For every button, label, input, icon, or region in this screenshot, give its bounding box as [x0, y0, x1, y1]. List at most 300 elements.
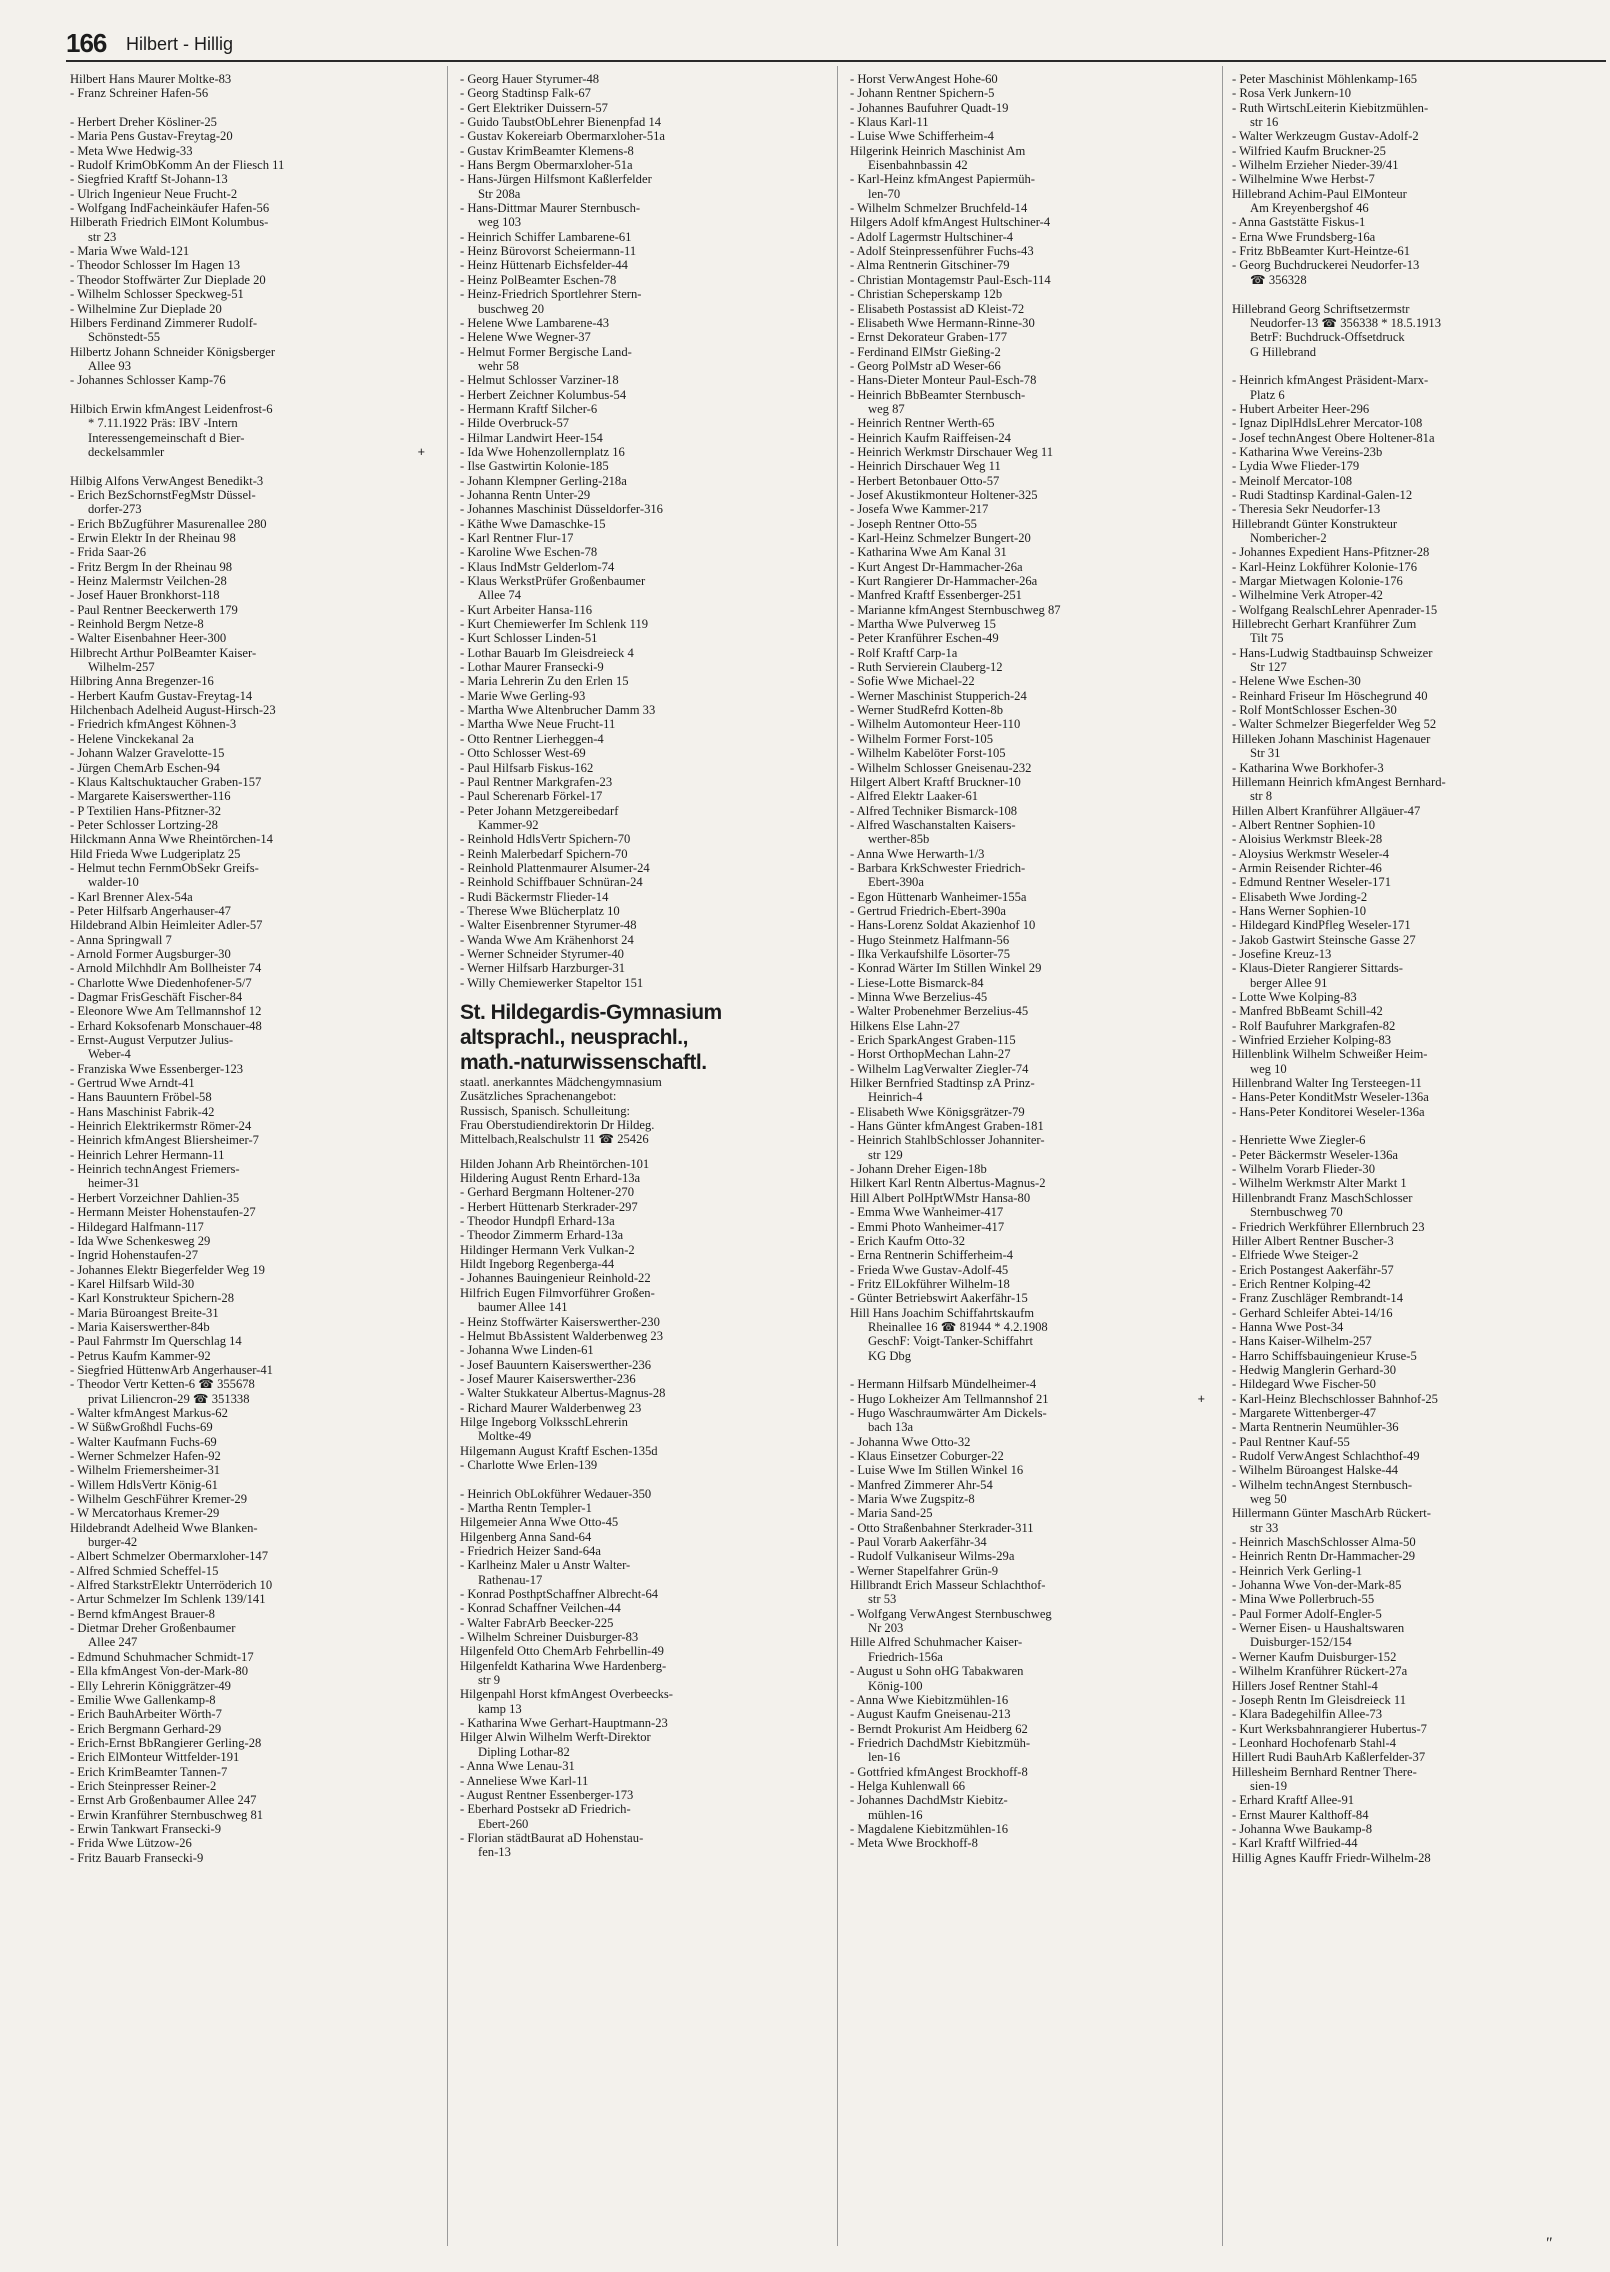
entry-line: - Reinhold HdlsVertr Spichern-70 — [460, 832, 631, 847]
directory-entry — [70, 1793, 425, 1807]
directory-entry — [460, 531, 815, 545]
directory-entry — [1232, 431, 1587, 445]
entry-line: - Lothar Bauarb Im Gleisdreieck 4 — [460, 645, 634, 660]
entry-line: - Heinrich Lehrer Hermann-11 — [70, 1147, 225, 1162]
entry-line: Hilkens Else Lahn-27 — [850, 1018, 960, 1033]
directory-entry — [70, 215, 425, 244]
entry-line: - Karel Hilfsarb Wild-30 — [70, 1276, 195, 1291]
directory-entry — [1232, 1679, 1587, 1693]
entry-continuation: sien-19 — [1250, 1778, 1288, 1793]
entry-continuation: Rathenau-17 — [478, 1572, 543, 1587]
entry-line: - Harro Schiffsbauingenieur Kruse-5 — [1232, 1348, 1417, 1363]
entry-line: Hild Frieda Wwe Ludgeriplatz 25 — [70, 846, 241, 861]
directory-entry — [460, 603, 815, 617]
entry-line: - Herbert Dreher Kösliner-25 — [70, 115, 217, 130]
entry-line: - Wilhelm Büroangest Halske-44 — [1232, 1463, 1399, 1478]
directory-entry — [460, 287, 815, 316]
directory-entry — [1232, 1047, 1587, 1076]
directory-entry — [1232, 1392, 1587, 1406]
entry-continuation: weg 87 — [868, 401, 905, 416]
entry-line: - Gerhard Schleifer Abtei-14/16 — [1232, 1305, 1393, 1320]
directory-entry — [460, 488, 815, 502]
entry-line: - Karl Rentner Flur-17 — [460, 531, 574, 545]
entry-line: - Rudi Bäckermstr Flieder-14 — [460, 889, 609, 904]
entry-line: Hilgenpahl Horst kfmAngest Overbeecks- — [460, 1687, 673, 1702]
directory-entry — [850, 1549, 1205, 1563]
entry-line: - Hans Maschinist Fabrik-42 — [70, 1104, 215, 1119]
directory-entry — [850, 976, 1205, 990]
entry-line: - Barbara KrkSchwester Friedrich- — [850, 860, 1026, 875]
directory-entry — [1232, 158, 1587, 172]
directory-entry — [850, 1119, 1205, 1133]
entry-line: Hillermann Günter MaschArb Rückert- — [1232, 1506, 1431, 1521]
directory-entry — [1232, 416, 1587, 430]
directory-entry — [460, 517, 815, 531]
entry-continuation: Tilt 75 — [1250, 631, 1284, 646]
entry-line: Hilbers Ferdinand Zimmerer Rudolf- — [70, 315, 258, 330]
directory-entry — [1232, 1664, 1587, 1678]
directory-entry — [460, 1774, 815, 1788]
directory-entry — [460, 345, 815, 374]
directory-entry — [1232, 761, 1587, 775]
entry-line: - Erich BbZugführer Masurenallee 280 — [70, 516, 267, 531]
entry-line: - Josef Hauer Bronkhorst-118 — [70, 588, 220, 603]
directory-entry — [70, 761, 425, 775]
entry-line: - Günter Betriebswirt Aakerfähr-15 — [850, 1291, 1028, 1306]
entry-line: - Rosa Verk Junkern-10 — [1232, 86, 1352, 101]
entry-line: - Helene Vinckekanal 2a — [70, 731, 194, 746]
directory-entry — [70, 1349, 425, 1363]
ad-heading-line: math.-naturwissenschaftl. — [460, 1051, 707, 1074]
plus-mark: + — [1197, 1391, 1205, 1406]
entry-line: - Gertrud Wwe Arndt-41 — [70, 1076, 195, 1091]
directory-entry — [1232, 1607, 1587, 1621]
entry-continuation: str 33 — [1250, 1520, 1279, 1535]
directory-entry — [850, 818, 1205, 847]
entry-line: - Emilie Wwe Gallenkamp-8 — [70, 1692, 216, 1707]
entry-line: - Konrad Wärter Im Stillen Winkel 29 — [850, 961, 1042, 976]
entry-line: - Walter FabrArb Beecker-225 — [460, 1615, 614, 1630]
entry-continuation: KG Dbg — [868, 1348, 912, 1363]
directory-entry — [70, 703, 425, 717]
directory-entry — [1232, 373, 1587, 402]
entry-line: - Ignaz DiplHdlsLehrer Mercator-108 — [1232, 416, 1423, 431]
directory-entry — [850, 1779, 1205, 1793]
entry-line: - Winfried Erzieher Kolping-83 — [1232, 1033, 1392, 1048]
entry-line: - Hans Bergm Obermarxloher-51a — [460, 158, 633, 173]
entry-continuation: heimer-31 — [88, 1176, 140, 1191]
entry-line: - Ernst-August Verputzer Julius- — [70, 1033, 234, 1048]
directory-entry — [70, 373, 425, 387]
entry-line: - Theodor Vertr Ketten-6 ☎ 355678 — [70, 1377, 255, 1392]
entry-line: - Erhard Koksofenarb Monschauer-48 — [70, 1018, 262, 1033]
directory-entry — [1232, 689, 1587, 703]
directory-entry — [460, 617, 815, 631]
entry-line: - Peter Bäckermstr Weseler-136a — [1232, 1147, 1398, 1162]
directory-entry — [1232, 1277, 1587, 1291]
entry-line: - Hans Bauuntern Fröbel-58 — [70, 1090, 212, 1105]
entry-line: - Gertrud Friedrich-Ebert-390a — [850, 903, 1006, 918]
directory-entry — [850, 1392, 1205, 1406]
directory-entry — [70, 1148, 425, 1162]
entry-line: - Wilhelmine Verk Atroper-42 — [1232, 588, 1383, 603]
entry-line: - Gustav Kokereiarb Obermarxloher-51a — [460, 129, 666, 144]
directory-entry — [460, 1687, 815, 1716]
directory-entry — [1232, 1349, 1587, 1363]
directory-entry — [460, 388, 815, 402]
directory-entry — [1232, 474, 1587, 488]
entry-line: Hillebrand Georg Schriftsetzermstr — [1232, 301, 1410, 316]
entry-line: - Katharina Wwe Gerhart-Hauptmann-23 — [460, 1716, 668, 1731]
entry-continuation: str 53 — [868, 1592, 897, 1607]
directory-entry — [850, 1162, 1205, 1176]
column-divider — [837, 66, 838, 2246]
entry-line: Hilgemeier Anna Wwe Otto-45 — [460, 1515, 619, 1530]
directory-entry — [1232, 101, 1587, 130]
directory-entry — [70, 617, 425, 631]
entry-line: Hilbich Erwin kfmAngest Leidenfrost-6 — [70, 401, 273, 416]
directory-entry — [70, 918, 425, 932]
directory-entry — [460, 129, 815, 143]
directory-entry — [70, 474, 425, 488]
directory-entry — [70, 574, 425, 588]
directory-entry — [850, 345, 1205, 359]
directory-entry — [70, 1836, 425, 1850]
entry-line: - Ingrid Hohenstaufen-27 — [70, 1248, 198, 1263]
directory-entry — [1232, 144, 1587, 158]
directory-entry — [70, 1334, 425, 1348]
directory-entry — [1232, 775, 1587, 804]
entry-line: - Jakob Gastwirt Steinsche Gasse 27 — [1232, 932, 1416, 947]
directory-entry — [460, 1759, 815, 1773]
directory-entry — [1232, 1506, 1587, 1535]
entry-line: - Anna Wwe Lenau-31 — [460, 1759, 575, 1774]
entry-line: - Heinrich kfmAngest Bliersheimer-7 — [70, 1133, 259, 1148]
directory-entry — [70, 933, 425, 947]
directory-entry — [850, 517, 1205, 531]
directory-entry — [1232, 287, 1587, 301]
entry-line: - Josefa Wwe Kammer-217 — [850, 502, 989, 517]
directory-entry — [1232, 302, 1587, 359]
entry-line: - Joseph Rentn Im Gleisdreieck 11 — [1232, 1692, 1407, 1707]
entry-continuation: mühlen-16 — [868, 1807, 923, 1822]
entry-line: Hilchenbach Adelheid August-Hirsch-23 — [70, 703, 276, 718]
entry-line: - Heinrich Werkmstr Dirschauer Weg 11 — [850, 444, 1054, 459]
entry-continuation: Heinrich-4 — [868, 1090, 923, 1105]
entry-line: Hillenbrand Walter Ing Tersteegen-11 — [1232, 1076, 1422, 1091]
directory-entry — [1232, 961, 1587, 990]
entry-continuation: G Hillebrand — [1250, 344, 1317, 359]
entry-line: - Adolf Lagermstr Hultschiner-4 — [850, 229, 1014, 244]
entry-line: - Margar Mietwagen Kolonie-176 — [1232, 574, 1403, 589]
directory-entry — [70, 1363, 425, 1377]
directory-entry — [460, 459, 815, 473]
directory-entry — [850, 703, 1205, 717]
entry-line: - Walter Eisenbahner Heer-300 — [70, 631, 227, 646]
entry-line: - Erich BezSchornstFegMstr Düssel- — [70, 487, 256, 502]
entry-line: - Emmi Photo Wanheimer-417 — [850, 1219, 1005, 1234]
entry-line: - Rolf Baufuhrer Markgrafen-82 — [1232, 1018, 1396, 1033]
entry-line: - Martha Wwe Pulverweg 15 — [850, 617, 996, 632]
entry-line: - Therese Wwe Blücherplatz 10 — [460, 903, 620, 918]
entry-line: Hill Albert PolHptWMstr Hansa-80 — [850, 1190, 1031, 1205]
entry-line: - Dietmar Dreher Großenbaumer — [70, 1621, 236, 1636]
entry-line: - Kurt Schlosser Linden-51 — [460, 631, 598, 646]
entry-line: Hill Hans Joachim Schiffahrtskaufm — [850, 1305, 1035, 1320]
entry-line: - Hermann Meister Hohenstaufen-27 — [70, 1205, 256, 1220]
directory-entry — [70, 646, 425, 675]
entry-line: - Heinz Stoffwärter Kaiserswerther-230 — [460, 1314, 660, 1329]
directory-entry — [460, 703, 815, 717]
entry-line: - Richard Maurer Walderbenweg 23 — [460, 1400, 642, 1415]
directory-entry — [70, 1133, 425, 1147]
entry-line: - Helmut Schlosser Varziner-18 — [460, 373, 619, 388]
entry-line: - Klaus Einsetzer Coburger-22 — [850, 1449, 1004, 1463]
entry-line: - Klaus-Dieter Rangierer Sittards- — [1232, 961, 1404, 976]
entry-line: - Peter Schlosser Lortzing-28 — [70, 817, 218, 832]
entry-line: - Frida Wwe Lützow-26 — [70, 1836, 192, 1851]
directory-entry — [70, 818, 425, 832]
entry-continuation: burger-42 — [88, 1535, 138, 1550]
entry-line: - P Textilien Hans-Pfitzner-32 — [70, 803, 222, 818]
directory-entry — [460, 918, 815, 932]
entry-line: Hilckmann Anna Wwe Rheintörchen-14 — [70, 832, 273, 847]
entry-line: - Johann Klempner Gerling-218a — [460, 473, 627, 488]
directory-entry — [850, 1836, 1205, 1850]
entry-line: - Hugo Waschraumwärter Am Dickels- — [850, 1405, 1047, 1420]
directory-entry — [460, 875, 815, 889]
directory-column-1 — [70, 72, 425, 1865]
directory-entry — [1232, 359, 1587, 373]
directory-entry — [70, 732, 425, 746]
directory-entry — [1232, 459, 1587, 473]
directory-entry — [460, 847, 815, 861]
directory-entry — [850, 359, 1205, 373]
directory-entry — [460, 258, 815, 272]
entry-line: - Marianne kfmAngest Sternbuschweg 87 — [850, 602, 1061, 617]
entry-line: Hilberath Friedrich ElMont Kolumbus- — [70, 215, 269, 230]
entry-line: - Armin Reisender Richter-46 — [1232, 860, 1382, 875]
entry-continuation: Allee 74 — [478, 588, 522, 603]
directory-entry — [850, 1220, 1205, 1234]
entry-line — [70, 459, 425, 473]
directory-entry — [850, 502, 1205, 516]
directory-entry — [850, 1736, 1205, 1765]
entry-line: - Hans-Dieter Monteur Paul-Esch-78 — [850, 373, 1037, 388]
directory-entry — [460, 1271, 815, 1285]
entry-line: - Erich KrimBeamter Tannen-7 — [70, 1764, 228, 1779]
entry-continuation: buschweg 20 — [478, 301, 545, 316]
entry-line: - Reinhold Plattenmaurer Alsumer-24 — [460, 860, 650, 875]
directory-entry — [850, 1765, 1205, 1779]
entry-line: - Katharina Wwe Borkhofer-3 — [1232, 760, 1384, 775]
directory-entry — [70, 904, 425, 918]
entry-line: - Manfred Zimmerer Ahr-54 — [850, 1477, 993, 1492]
entry-continuation: Duisburger-152/154 — [1250, 1635, 1352, 1650]
directory-entry — [460, 1200, 815, 1214]
directory-entry — [850, 947, 1205, 961]
entry-line: - Hans-Ludwig Stadtbauinsp Schweizer — [1232, 645, 1433, 660]
directory-entry — [850, 775, 1205, 789]
entry-line: - Marie Wwe Gerling-93 — [460, 688, 586, 703]
entry-line: Hillenbrandt Franz MaschSchlosser — [1232, 1190, 1413, 1205]
entry-line: - Helmut techn FernmObSekr Greifs- — [70, 860, 259, 875]
entry-line: Hillers Josef Rentner Stahl-4 — [1232, 1678, 1378, 1693]
directory-entry — [460, 1343, 815, 1357]
directory-entry — [850, 574, 1205, 588]
entry-line: - Heinrich StahlbSchlosser Johanniter- — [850, 1133, 1045, 1148]
entry-line: - Wilhelm GeschFührer Kremer-29 — [70, 1492, 248, 1507]
directory-entry — [70, 1478, 425, 1492]
directory-entry — [1232, 1549, 1587, 1563]
ad-text-line: Zusätzliches Sprachenangebot: — [460, 1089, 617, 1104]
directory-entry — [460, 689, 815, 703]
directory-entry — [850, 1664, 1205, 1693]
entry-line: - Georg Buchdruckerei Neudorfer-13 — [1232, 258, 1420, 273]
entry-line: - Margarete Kaiserswerther-116 — [70, 789, 231, 804]
entry-continuation: str 16 — [1250, 115, 1279, 130]
directory-entry — [1232, 646, 1587, 675]
entry-line: - Rudi Stadtinsp Kardinal-Galen-12 — [1232, 487, 1413, 502]
directory-entry — [1232, 1377, 1587, 1391]
directory-entry — [1232, 230, 1587, 244]
directory-entry — [850, 172, 1205, 201]
entry-line — [460, 1472, 815, 1486]
entry-line: - Anna Wwe Herwarth-1/3 — [850, 846, 985, 861]
entry-line: - Katharina Wwe Vereins-23b — [1232, 444, 1383, 459]
directory-entry — [460, 789, 815, 803]
directory-entry — [1232, 1722, 1587, 1736]
directory-entry — [460, 1730, 815, 1759]
entry-line: - Heinz-Friedrich Sportlehrer Stern- — [460, 287, 642, 302]
entry-continuation: Moltke-49 — [478, 1429, 532, 1444]
entry-line: - Rolf MontSchlosser Eschen-30 — [1232, 703, 1397, 718]
directory-entry — [460, 158, 815, 172]
directory-entry — [460, 976, 815, 990]
directory-entry — [70, 1750, 425, 1764]
entry-line: - Martha Rentn Templer-1 — [460, 1500, 592, 1515]
entry-line: - Helga Kuhlenwall 66 — [850, 1778, 966, 1793]
directory-entry — [1232, 1334, 1587, 1348]
entry-line: - Wolfgang VerwAngest Sternbuschweg — [850, 1606, 1052, 1621]
directory-entry — [460, 1458, 815, 1472]
entry-line: - Erich Kaufm Otto-32 — [850, 1233, 966, 1248]
entry-line: - Erich Postangest Aakerfähr-57 — [1232, 1262, 1394, 1277]
entry-line: - Ruth WirtschLeiterin Kiebitzmühlen- — [1232, 100, 1429, 115]
directory-entry — [460, 1372, 815, 1386]
directory-entry — [1232, 488, 1587, 502]
directory-entry — [70, 517, 425, 531]
directory-entry — [850, 1822, 1205, 1836]
entry-line: Hillenblink Wilhelm Schweißer Heim- — [1232, 1047, 1428, 1062]
entry-line: Hillen Albert Kranführer Allgäuer-47 — [1232, 803, 1421, 818]
entry-continuation: len-70 — [868, 186, 901, 201]
directory-entry — [1232, 990, 1587, 1004]
entry-line: - Erich SparkAngest Graben-115 — [850, 1033, 1016, 1048]
directory-entry — [1232, 1693, 1587, 1707]
entry-line: - Ernst Arb Großenbaumer Allee 247 — [70, 1793, 257, 1808]
directory-entry — [460, 244, 815, 258]
entry-line: - Theodor Zimmerm Erhard-13a — [460, 1228, 624, 1243]
directory-entry — [1232, 1836, 1587, 1850]
entry-line: - Henriette Wwe Ziegler-6 — [1232, 1133, 1366, 1148]
directory-entry — [70, 115, 425, 129]
entry-line: - Heinrich Rentn Dr-Hammacher-29 — [1232, 1549, 1416, 1564]
directory-entry — [1232, 1578, 1587, 1592]
entry-line: Hilgers Adolf kfmAngest Hultschiner-4 — [850, 215, 1051, 230]
entry-continuation: Dipling Lothar-82 — [478, 1744, 570, 1759]
directory-entry — [1232, 517, 1587, 546]
entry-continuation: str 23 — [88, 229, 117, 244]
entry-line: Hillebrandt Günter Konstrukteur — [1232, 516, 1398, 531]
directory-entry — [850, 230, 1205, 244]
directory-entry — [850, 717, 1205, 731]
directory-entry — [1232, 1248, 1587, 1262]
directory-entry — [1232, 1119, 1587, 1133]
directory-entry — [850, 388, 1205, 417]
entry-line: - Helene Wwe Eschen-30 — [1232, 674, 1361, 689]
entry-line: - Heinrich kfmAngest Präsident-Marx- — [1232, 373, 1429, 388]
corner-mark: " — [1545, 2235, 1552, 2252]
directory-entry — [1232, 890, 1587, 904]
entry-line: - Erwin Tankwart Fransecki-9 — [70, 1821, 222, 1836]
directory-entry — [850, 1722, 1205, 1736]
entry-line: - Liese-Lotte Bismarck-84 — [850, 975, 984, 990]
directory-entry — [850, 201, 1205, 215]
entry-line: - Artur Schmelzer Im Schlenk 139/141 — [70, 1592, 266, 1607]
entry-continuation: str 129 — [868, 1147, 903, 1162]
directory-entry — [850, 588, 1205, 602]
directory-entry — [1232, 1808, 1587, 1822]
directory-entry — [1232, 588, 1587, 602]
directory-entry — [70, 1693, 425, 1707]
entry-line: - Hildegard Halfmann-117 — [70, 1219, 204, 1234]
running-head: Hilbert - Hillig — [126, 34, 234, 54]
entry-line: - Wilhelm Kabelöter Forst-105 — [850, 746, 1006, 761]
entry-line: - Hugo Lokheizer Am Tellmannshof 21 + — [850, 1391, 1205, 1406]
directory-entry — [70, 588, 425, 602]
entry-line: - Albert Schmelzer Obermarxloher-147 — [70, 1549, 269, 1564]
directory-entry — [1232, 832, 1587, 846]
directory-entry — [850, 1176, 1205, 1190]
directory-entry — [460, 416, 815, 430]
entry-line: - Karoline Wwe Eschen-78 — [460, 545, 598, 560]
entry-continuation: Allee 247 — [88, 1635, 138, 1650]
entry-line: - Alfred Waschanstalten Kaisers- — [850, 817, 1016, 832]
directory-entry — [70, 1105, 425, 1119]
entry-line: - Guido TaubstObLehrer Bienenpfad 14 — [460, 115, 662, 130]
entry-line: - Adolf Steinpressenführer Fuchs-43 — [850, 244, 1034, 259]
entry-line: - Magdalene Kiebitzmühlen-16 — [850, 1821, 1009, 1836]
entry-line: Hilgenfeldt Katharina Wwe Hardenberg- — [460, 1658, 667, 1673]
directory-entry — [70, 273, 425, 287]
directory-entry — [1232, 402, 1587, 416]
entry-line: - Helene Wwe Lambarene-43 — [460, 315, 610, 330]
entry-continuation: str 8 — [1250, 789, 1273, 804]
directory-entry — [460, 1386, 815, 1400]
entry-line: Hildebrand Albin Heimleiter Adler-57 — [70, 918, 263, 933]
entry-continuation: dorfer-273 — [88, 502, 142, 517]
directory-entry — [850, 933, 1205, 947]
entry-continuation: BetrF: Buchdruck-Offsetdruck — [1250, 330, 1405, 345]
entry-line: - Reinhold Bergm Netze-8 — [70, 617, 204, 632]
entry-line: - Wanda Wwe Am Krähenhorst 24 — [460, 932, 634, 947]
directory-entry — [850, 1707, 1205, 1721]
directory-entry — [1232, 1105, 1587, 1119]
directory-entry — [70, 1449, 425, 1463]
entry-line: - Werner Kaufm Duisburger-152 — [1232, 1649, 1397, 1664]
entry-line: - Helmut Former Bergische Land- — [460, 344, 632, 359]
